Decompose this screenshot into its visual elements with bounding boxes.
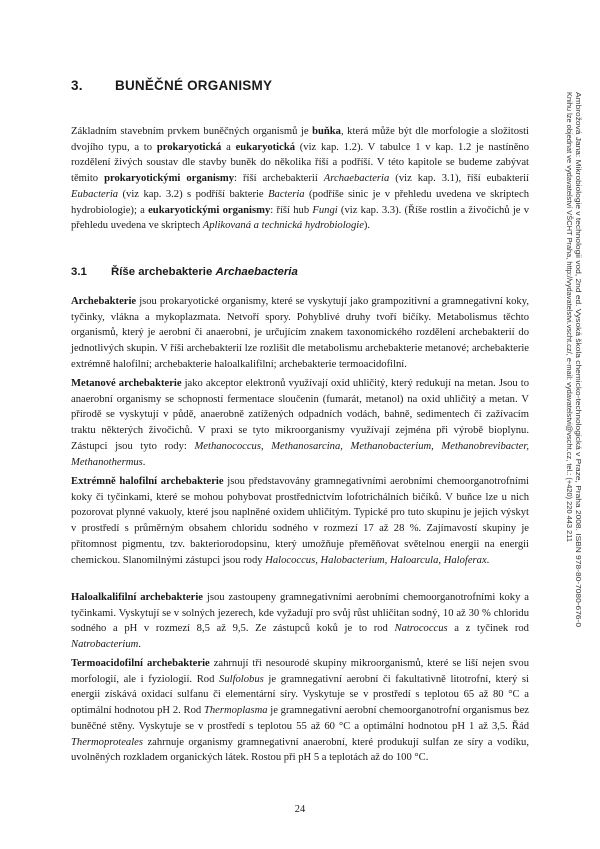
intro-segment: buňka <box>312 126 341 137</box>
intro-segment: Základním stavebním prvkem buněčných organismů je <box>71 126 313 137</box>
intro-segment: eukaryotickými organismy <box>148 204 271 216</box>
p4-segment: jsou zastoupeny gramnegativními aerobními chemoorganotrofními koky a tyčinkami. Vyskytují se v solných jezerech, kde vyžadují pro svůj růst uhličitan sodný, 10 až 30 % chloridu sodného a pH v rozmezí 8,5 až 9,5. Ze zástupců koků je to rod <box>71 592 529 635</box>
sidebar-line-1: Ambrožová Jana: Mikrobiologie v technologii vod, 2nd ed. Vysoká škola chemicko-technologická v Praze, Praha 2008. ISBN 978-80-7080-676-0 <box>574 92 583 558</box>
paragraph-halofilni <box>71 474 529 568</box>
p5-segment: zahrnuje organismy gramnegativní anaerobní, které produkují sulfan ze síry a vodíku, uvolněných rozkladem organických látek. Rostou při pH 5 a teplotách až do 100 °C. <box>71 736 529 764</box>
intro-segment: Archaebacteria <box>323 173 390 185</box>
p5-segment: je gramnegativní aerobní či fakultativně litotrofní, který si energii získává oxidací sulfanu či elementární síry. Vyskytuje se v prostředí s teplotou 65 až 80 °C a optimální hodnotou pH 2. Rod <box>71 673 529 717</box>
intro-segment: : říší hub <box>270 204 313 216</box>
intro-segment: ). <box>363 220 371 232</box>
section-heading <box>71 266 298 278</box>
p2-segment: . <box>142 456 146 468</box>
intro-segment: Fungi <box>312 204 338 216</box>
intro-segment: : říší archebakterií <box>234 173 324 185</box>
paragraph-metanove <box>71 376 529 470</box>
sidebar-line-2: Knihu lze objednat ve vydavatelství VŠCHT Praha, http://vydavatelstvi.vscht.cz/, e-mail: vydavatelstvi@vscht.cz, tel.: (+420) 220 443 211 <box>565 92 574 534</box>
p5-segment: je gramnegativní aerobní chemoorganotrofní organismus bez buněčné stěny. Vyskytuje se v prostředí s teplotou 55 až 60 °C a optimální hodnotou pH 1 až 3,5. Řád <box>71 705 529 732</box>
intro-segment: Eubacteria <box>71 188 119 200</box>
section-title: Říše archebakterie <box>111 266 216 278</box>
p4-segment: a z tyčinek rod <box>447 623 529 635</box>
intro-segment: Aplikovaná a technická hydrobiologie <box>202 220 364 232</box>
chapter-number: 3. <box>71 78 83 93</box>
intro-segment: (viz kap. 3.1), říší eubakterií <box>389 173 529 185</box>
p4-segment: Natrobacterium <box>71 639 139 651</box>
p3-segment: jsou představovány gramnegativními aerobními chemoorganotrofními koky či tyčinkami, které se mohou pohybovat prostřednictvím lofotrichálních bičíků. V buňce lze u nich pozorovat plynné vakuoly, které jsou naplněné oxidem uhličitým. Typické pro tuto skupinu je jejich výskyt v prostředí s průměrným obsahem chloridu sodného v rozmezí 17 až 28 %. Zajímavostí skupiny je přítomnost pigmentu, tzv. bakteriorodopsinu, který umožňuje přeměňovat světelnou energii na energii chemickou. Slanomilnými zástupci jsou rody <box>71 476 530 566</box>
paragraph-haloalkalifilni <box>71 590 529 653</box>
chapter-heading <box>71 78 272 93</box>
intro-segment: a <box>221 141 236 153</box>
intro-segment: (viz kap. 3.3). (Říše rostlin a živočichů je v přehledu uvedena ve skriptech <box>71 204 530 232</box>
p2-segment: Metanové archebakterie <box>71 378 182 389</box>
intro-segment: , která může být dle morfologie a složitosti dvojího typu, a to <box>71 126 529 153</box>
paragraph-termoacidofilni <box>71 656 529 766</box>
intro-segment: Bacteria <box>268 188 305 200</box>
chapter-title: BUNĚČNÉ ORGANISMY <box>115 78 273 93</box>
intro-segment: (podříše sinic je v přehledu uvedena ve skriptech hydrobiologie); a <box>71 188 530 216</box>
p3-segment: Halococcus, Halobacterium, Haloarcula, Haloferax <box>265 554 487 566</box>
intro-segment: (viz kap. 1.2). V tabulce 1 v kap. 1.2 je nastíněno rozdělení živých soustav dle stavby buněk do několika říší a podříší. V této kapitole se budeme zabývat těmito <box>71 141 530 185</box>
section-number: 3.1 <box>71 266 87 278</box>
p4-segment: . <box>138 639 141 651</box>
publication-sidebar <box>565 92 583 632</box>
intro-segment: (viz kap. 3.2) s podříší bakterie <box>118 188 269 200</box>
p5-segment: Termoacidofilní archebakterie <box>71 658 210 669</box>
p5-segment: zahrnují tři nesourodé skupiny mikroorganismů, které se liší nejen svou morfologií, ale i fyziologií. Rod <box>71 658 529 685</box>
p1-segment: Archebakterie <box>71 296 137 307</box>
p1-segment: jsou prokaryotické organismy, které se vyskytují jako grampozitivní a gramnegativní koky, tyčinky, vlákna a mykoplazmata. Netvoří spory. Pohyblivé druhy tvoří bičíky. Metabolismus těchto organismů, který je aerobní či anaerobní, je určujícím znakem taxonomického rozdělení archebakterií do jednotlivých skupin. V říši archebakterií lze rozlišit dle metabolismu archebakterie metanové; archebakterie extrémně halofilní; archebakterie haloalkalifilní; archebakterie termoacidofilní. <box>71 296 529 370</box>
p4-segment: Natrococcus <box>394 623 448 635</box>
p4-segment: Haloalkalifilní archebakterie <box>71 592 203 603</box>
p3-segment: . <box>486 554 490 566</box>
p5-segment: Sulfolobus <box>219 673 264 685</box>
intro-segment: prokaryotická <box>156 141 222 153</box>
paragraph-archebakterie <box>71 294 529 373</box>
intro-segment: eukaryotická <box>235 141 296 153</box>
p5-segment: Thermoproteales <box>71 736 143 748</box>
p3-segment: Extrémně halofilní archebakterie <box>71 476 224 487</box>
p2-segment: jako akceptor elektronů využívají oxid uhličitý, který redukují na metan. Jsou to anaerobní organismy se schopností fermentace sloučenin (fumarát, metanol) na oxid uhličitý a metan. V přírodě se vyskytují v půdě, anaerobně zatížených odpadních vodách, bahně, sedimentech či zažívacím traktu některých živočichů. V praxi se tyto mikroorganismy využívají zejména při výrobě bioplynu. Zástupci jsou tyto rody: <box>71 378 529 452</box>
p2-segment: Methanococcus, Methanosarcina, Methanobacterium, Methanobrevibacter, Methanothermus <box>71 440 529 468</box>
intro-segment: prokaryotickými organismy <box>104 173 235 185</box>
section-title-italic: Archaebacteria <box>215 266 298 278</box>
intro-paragraph <box>71 124 529 234</box>
page-number: 24 <box>294 804 306 815</box>
p5-segment: Thermoplasma <box>203 705 268 717</box>
